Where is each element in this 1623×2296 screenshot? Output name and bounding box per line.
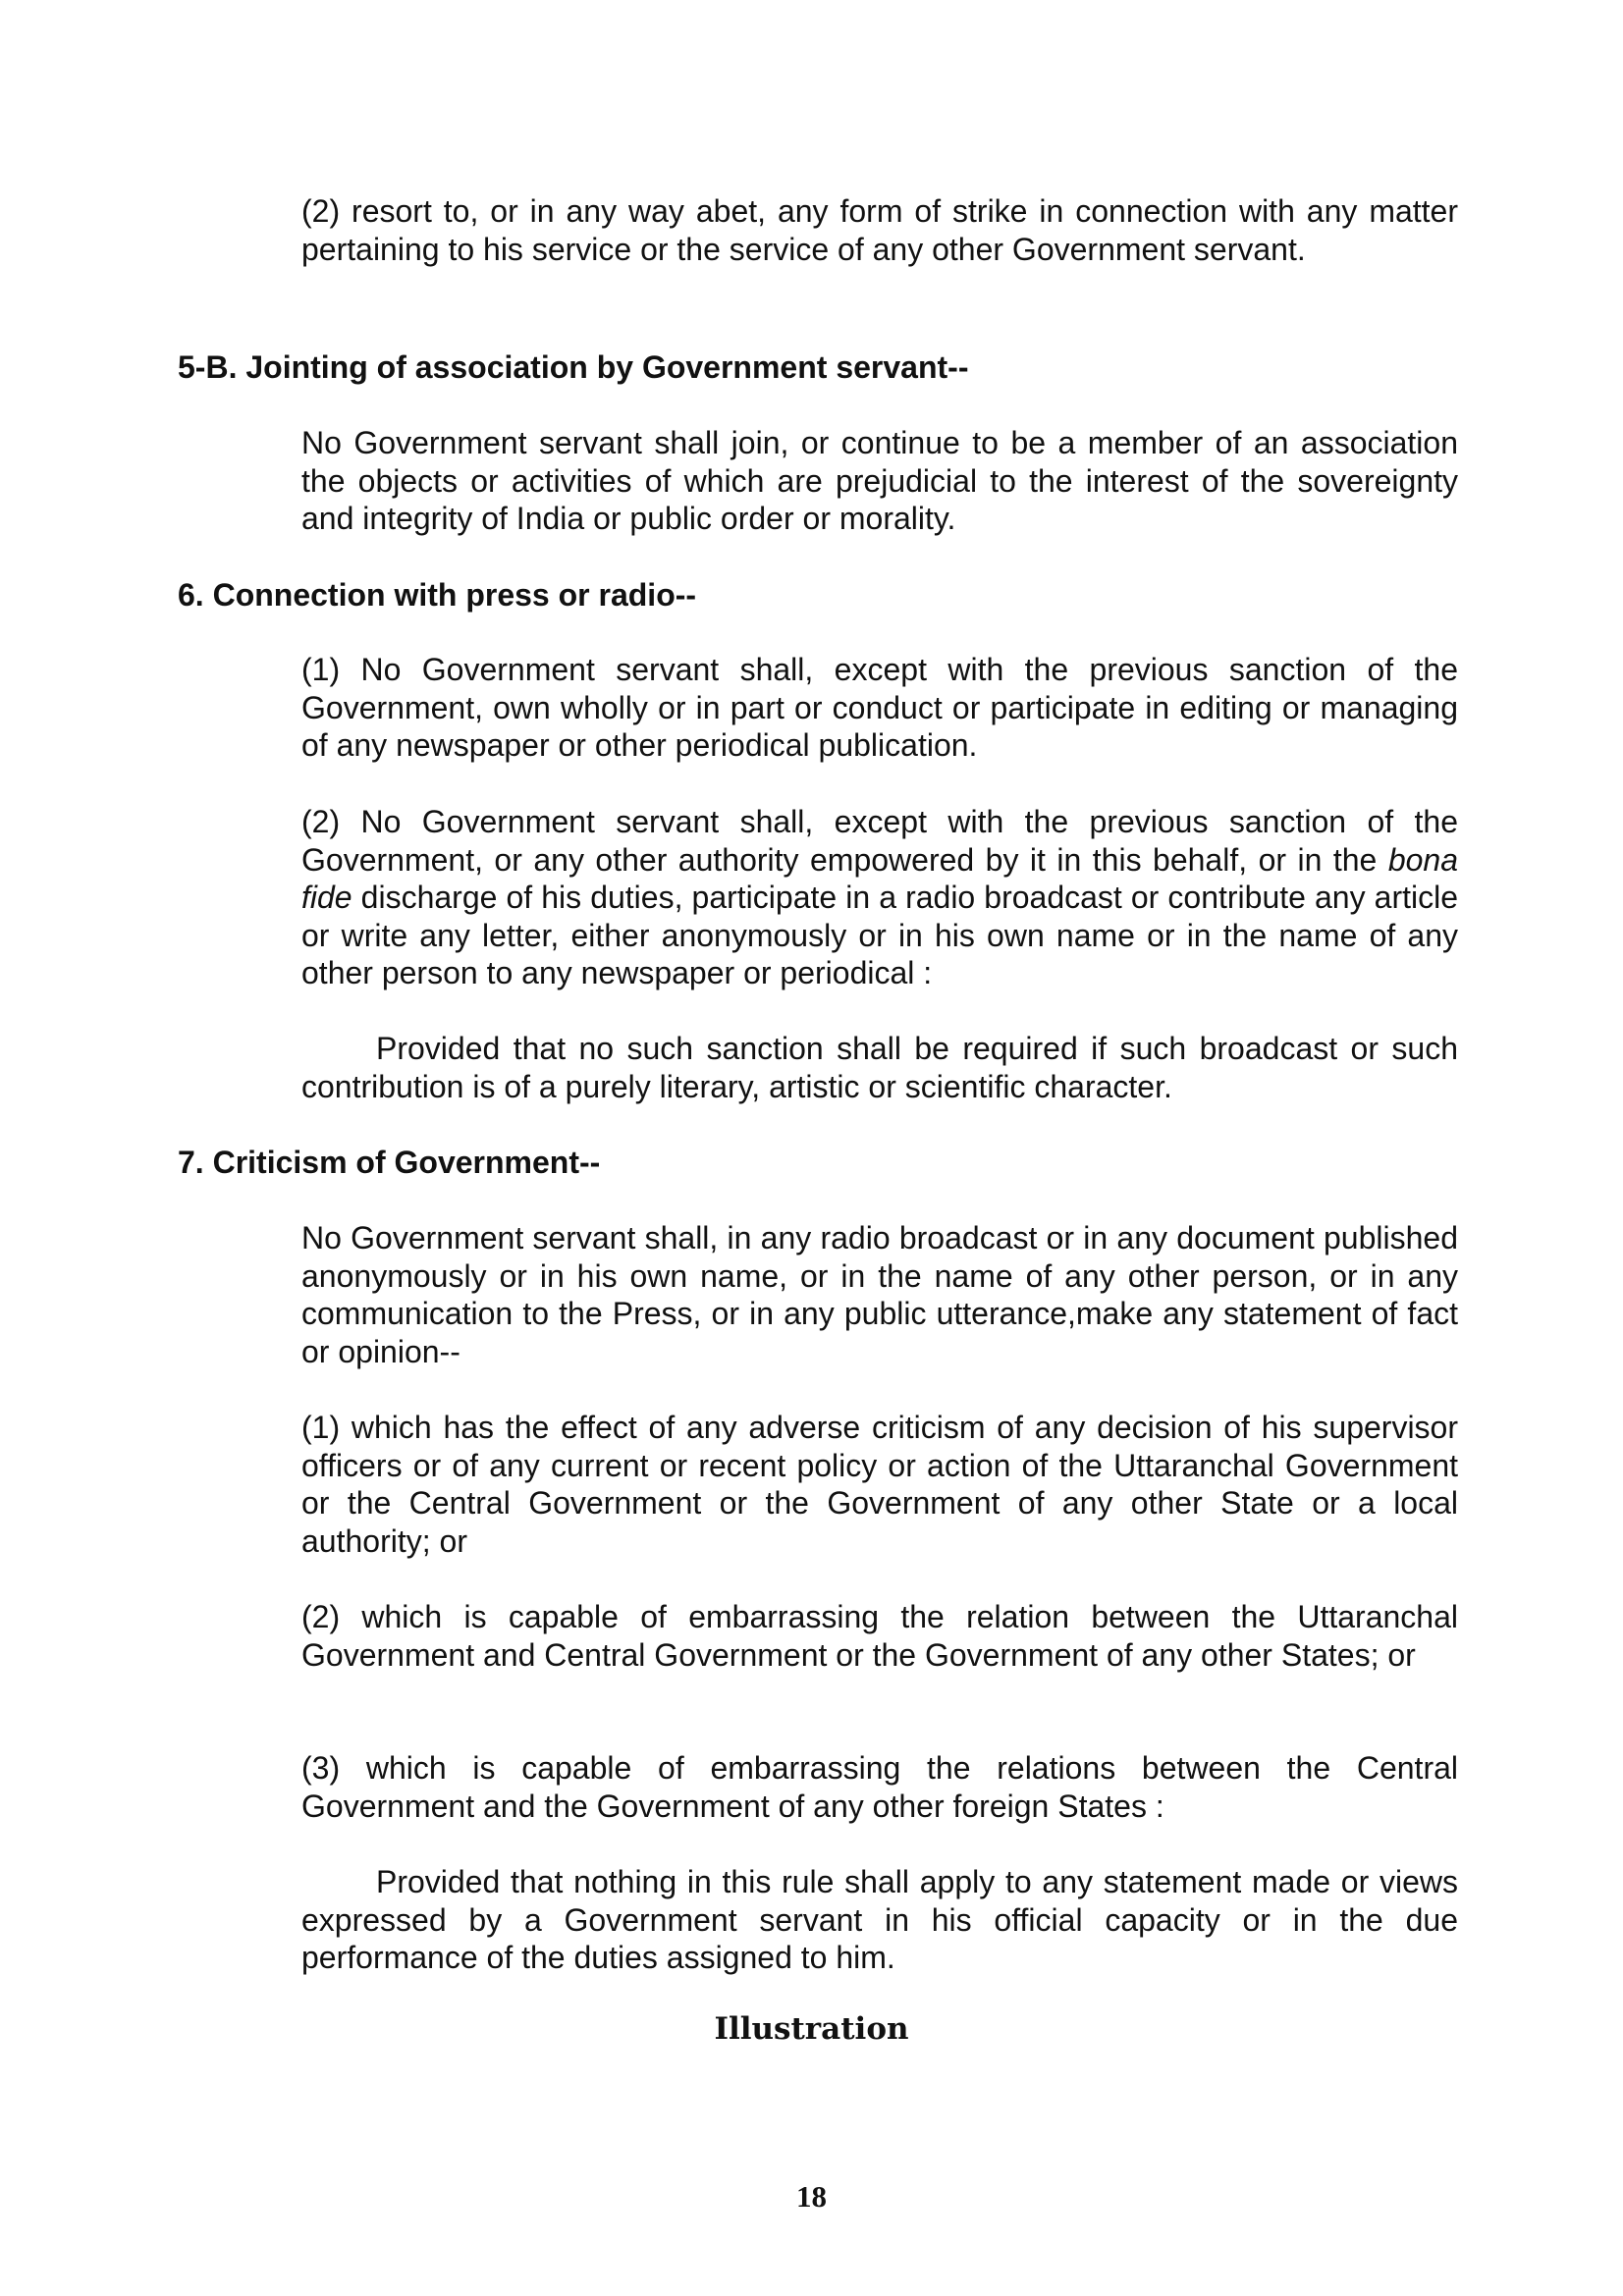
paragraph-section-7-clause-2: (2) which is capable of embarrassing the relation between the Uttaranchal Government and Central Government or the Government of any other States; or [301,1599,1458,1673]
heading-section-5b: 5-B. Jointing of association by Government servant-- [178,349,969,385]
heading-section-6: 6. Connection with press or radio-- [178,577,697,613]
heading-section-7: 7. Criticism of Government-- [178,1145,601,1180]
page-number: 18 [796,2179,827,2214]
paragraph-section-6-clause-1: (1) No Government servant shall, except with the previous sanction of the Government, own wholly or in part or conduct or participate in editing or managing of any newspaper or other periodical publication. [301,652,1458,764]
clause-2-text-start: (2) No Government servant shall, except with the previous sanction of the Government, or any other authority empowered by it in this behalf, or in the [301,804,1458,878]
italic-phrase: bona fide [301,841,1459,916]
paragraph-section-7-clause-3: (3) which is capable of embarrassing the relations between the Central Government and the Government of any other foreign States : [301,1750,1458,1824]
paragraph-section-6-proviso: Provided that no such sanction shall be required if such broadcast or such contribution is of a purely literary, artistic or scientific character. [301,1031,1458,1104]
paragraph-section-7-intro: No Government servant shall, in any radio broadcast or in any document published anonymously or in his own name, or in the name of any other person, or in any communication to the Press, or in any public utterance,make any statement of fact or opinion-- [301,1220,1458,1369]
paragraph-section-7-proviso: Provided that nothing in this rule shall apply to any statement made or views expressed by a Government servant in his official capacity or in the due performance of the duties assigned to him. [301,1864,1458,1976]
illustration-heading: Illustration [714,2011,909,2047]
paragraph-strike-clause: (2) resort to, or in any way abet, any form of strike in connection with any matter pertaining to his service or the service of any other Government servant. [301,193,1458,267]
paragraph-section-5b: No Government servant shall join, or continue to be a member of an association the objects or activities of which are prejudicial to the interest of the sovereignty and integrity of India or public order or morality. [301,425,1458,537]
clause-2-text-end: discharge of his duties, participate in a radio broadcast or contribute any article or write any letter, either anonymously or in his own name or in the name of any other person to any newspaper or periodical : [301,880,1458,991]
paragraph-section-7-clause-1: (1) which has the effect of any adverse criticism of any decision of his supervisor officers or of any current or recent policy or action of the Uttaranchal Government or the Central Government or the Government of any other State or a local authority; or [301,1410,1458,1559]
paragraph-section-6-clause-2 [301,803,1458,992]
